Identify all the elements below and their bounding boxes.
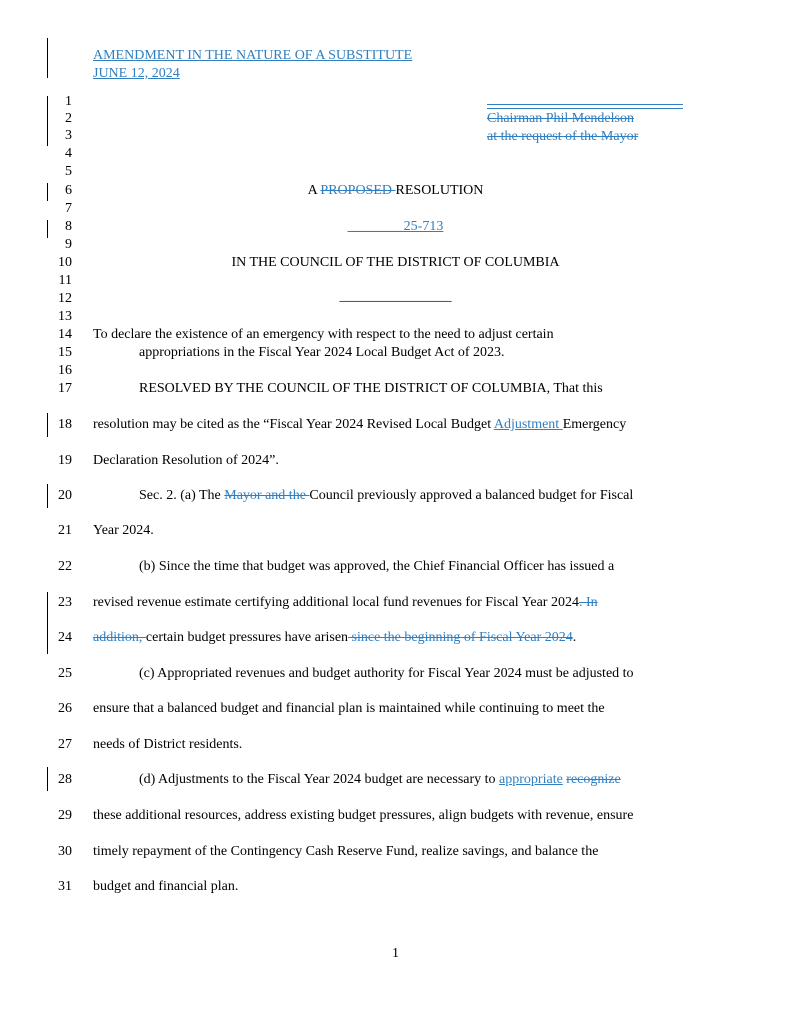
title-a: A bbox=[307, 183, 321, 198]
deleted-text: Mayor and the bbox=[224, 488, 310, 503]
long-title-line: appropriations in the Fiscal Year 2024 Local Budget Act of 2023. bbox=[139, 345, 505, 360]
body-line-22: (b) Since the time that budget was approved, the Chief Financial Officer has issued a bbox=[139, 559, 615, 574]
line-number: 12 bbox=[58, 291, 72, 306]
line-number: 19 bbox=[58, 453, 72, 468]
line-number: 21 bbox=[58, 523, 72, 538]
body-line-27: needs of District residents. bbox=[93, 737, 243, 752]
line-number: 10 bbox=[58, 255, 72, 270]
line-number: 23 bbox=[58, 595, 72, 610]
body-line-17: RESOLVED BY THE COUNCIL OF THE DISTRICT OF COLUMBIA, That this bbox=[139, 381, 603, 396]
council-heading: IN THE COUNCIL OF THE DISTRICT OF COLUMBIA bbox=[231, 255, 560, 270]
body-line-18 bbox=[93, 417, 626, 433]
deleted-text: addition, bbox=[93, 630, 146, 645]
line-number: 20 bbox=[58, 488, 72, 503]
line-number: 11 bbox=[58, 273, 72, 288]
line-number: 29 bbox=[58, 808, 72, 823]
line-number: 28 bbox=[58, 772, 72, 787]
line-number: 6 bbox=[65, 183, 72, 198]
line-number: 27 bbox=[58, 737, 72, 752]
line-number: 17 bbox=[58, 381, 72, 396]
body-line-26: ensure that a balanced budget and financial plan is maintained while continuing to meet the bbox=[93, 701, 605, 716]
line-number: 22 bbox=[58, 559, 72, 574]
long-title-line: To declare the existence of an emergency with respect to the need to adjust certain bbox=[93, 327, 554, 342]
body-text: Council previously approved a balanced budget for Fiscal bbox=[309, 488, 634, 503]
line-number: 8 bbox=[65, 219, 72, 234]
deleted-text: . In bbox=[578, 595, 598, 610]
body-line-21: Year 2024. bbox=[93, 523, 154, 538]
date-blank-line: ________________ bbox=[339, 289, 452, 304]
body-line-20 bbox=[139, 488, 633, 504]
body-line-30: timely repayment of the Contingency Cash Reserve Fund, realize savings, and balance the bbox=[93, 844, 599, 859]
body-text: . bbox=[572, 630, 577, 645]
title-proposed-deleted: PROPOSED bbox=[320, 183, 396, 198]
body-text: (d) Adjustments to the Fiscal Year 2024 budget are necessary to bbox=[139, 772, 500, 787]
line-number: 4 bbox=[65, 146, 72, 161]
resolution-number bbox=[0, 219, 791, 235]
line-number: 30 bbox=[58, 844, 72, 859]
inserted-text: appropriate bbox=[499, 772, 563, 787]
line-number: 2 bbox=[65, 111, 72, 126]
amendment-date: JUNE 12, 2024 bbox=[93, 66, 180, 81]
line-number: 16 bbox=[58, 363, 72, 378]
deleted-text: since the beginning of Fiscal Year 2024 bbox=[348, 630, 573, 645]
sponsor-name: Chairman Phil Mendelson bbox=[487, 111, 634, 126]
number-blank: ________ bbox=[347, 219, 404, 234]
number-value: 25-713 bbox=[403, 219, 444, 234]
line-number: 7 bbox=[65, 201, 72, 216]
inserted-text: Adjustment bbox=[493, 417, 563, 432]
line-number: 25 bbox=[58, 666, 72, 681]
body-line-29: these additional resources, address existing budget pressures, align budgets with revenue, ensure bbox=[93, 808, 634, 823]
line-number: 18 bbox=[58, 417, 72, 432]
line-number: 9 bbox=[65, 237, 72, 252]
line-number: 15 bbox=[58, 345, 72, 360]
body-line-28 bbox=[139, 772, 621, 788]
line-number: 5 bbox=[65, 164, 72, 179]
resolution-title bbox=[0, 183, 791, 199]
line-number: 13 bbox=[58, 309, 72, 324]
body-line-19: Declaration Resolution of 2024”. bbox=[93, 453, 279, 468]
line-number: 14 bbox=[58, 327, 72, 342]
body-text: Sec. 2. (a) The bbox=[139, 488, 225, 503]
title-resolution: RESOLUTION bbox=[395, 183, 484, 198]
body-text: revised revenue estimate certifying additional local fund revenues for Fiscal Year 2024 bbox=[93, 595, 579, 610]
line-number: 1 bbox=[65, 94, 72, 109]
line-number: 24 bbox=[58, 630, 72, 645]
body-line-23 bbox=[93, 595, 598, 611]
line-number: 26 bbox=[58, 701, 72, 716]
body-line-31: budget and financial plan. bbox=[93, 879, 239, 894]
body-text: certain budget pressures have arisen bbox=[145, 630, 349, 645]
line-number: 3 bbox=[65, 128, 72, 143]
body-text: resolution may be cited as the “Fiscal Year 2024 Revised Local Budget bbox=[93, 417, 494, 432]
change-bar bbox=[47, 38, 48, 78]
page-number: 1 bbox=[392, 946, 399, 961]
deleted-text: recognize bbox=[566, 772, 621, 787]
body-line-25: (c) Appropriated revenues and budget authority for Fiscal Year 2024 must be adjusted to bbox=[139, 666, 634, 681]
sponsor-signature-line bbox=[487, 108, 683, 109]
sponsor-signature-line bbox=[487, 104, 683, 105]
body-text: Emergency bbox=[562, 417, 627, 432]
sponsor-request: at the request of the Mayor bbox=[487, 129, 639, 144]
line-number: 31 bbox=[58, 879, 72, 894]
amendment-header: AMENDMENT IN THE NATURE OF A SUBSTITUTE bbox=[93, 48, 413, 63]
body-line-24 bbox=[93, 630, 576, 646]
